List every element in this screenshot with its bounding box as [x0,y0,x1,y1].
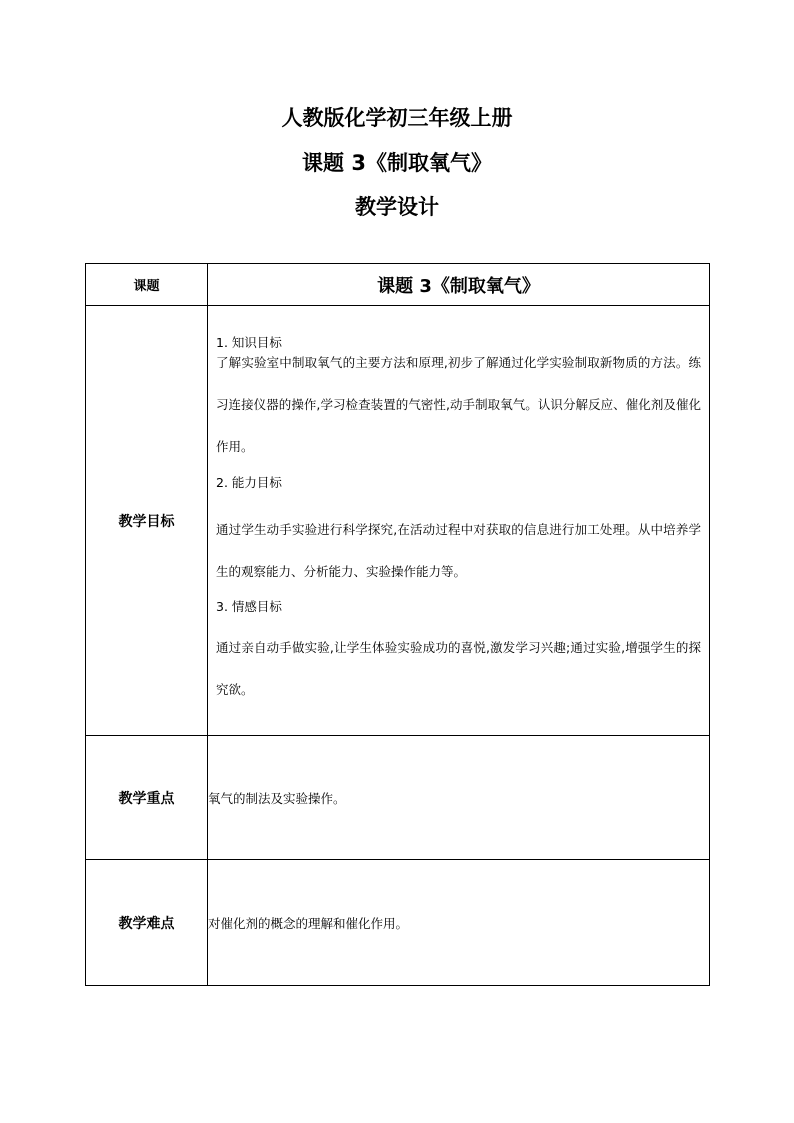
topic-value: 课题 3《制取氧气》 [208,264,710,306]
document-header [0,100,794,219]
ability-text: 通过学生动手实验进行科学探究,在活动过程中对获取的信息进行加工处理。从中培养学生的观察能力、分析能力、实验操作能力等。 [216,521,701,579]
emotion-heading: 3. 情感目标 [216,598,282,614]
knowledge-heading: 1. 知识目标 [216,334,282,350]
emotion-text: 通过亲自动手做实验,让学生体验实验成功的喜悦,激发学习兴趣;通过实验,增强学生的探究欲。 [216,639,701,697]
difficulty-label: 教学难点 [86,860,208,986]
goals-label: 教学目标 [86,306,208,736]
table-row-topic [86,264,710,306]
document-type-title: 教学设计 [355,195,439,219]
table-row-goals [86,306,710,736]
topic-label: 课题 [86,264,208,306]
lesson-plan-table [85,263,710,986]
ability-heading: 2. 能力目标 [216,474,282,490]
table-row-difficulty [86,860,710,986]
table-row-focus [86,736,710,860]
knowledge-text: 了解实验室中制取氧气的主要方法和原理,初步了解通过化学实验制取新物质的方法。练习连接仪器的操作,学习检查装置的气密性,动手制取氧气。认识分解反应、催化剂及催化作用。 [216,354,701,454]
focus-label: 教学重点 [86,736,208,860]
document-title: 人教版化学初三年级上册 [281,106,513,130]
difficulty-value: 对催化剂的概念的理解和催化作用。 [208,860,710,986]
goals-cell [208,306,710,736]
lesson-title: 课题 3《制取氧气》 [302,151,492,175]
focus-value: 氧气的制法及实验操作。 [208,736,710,860]
